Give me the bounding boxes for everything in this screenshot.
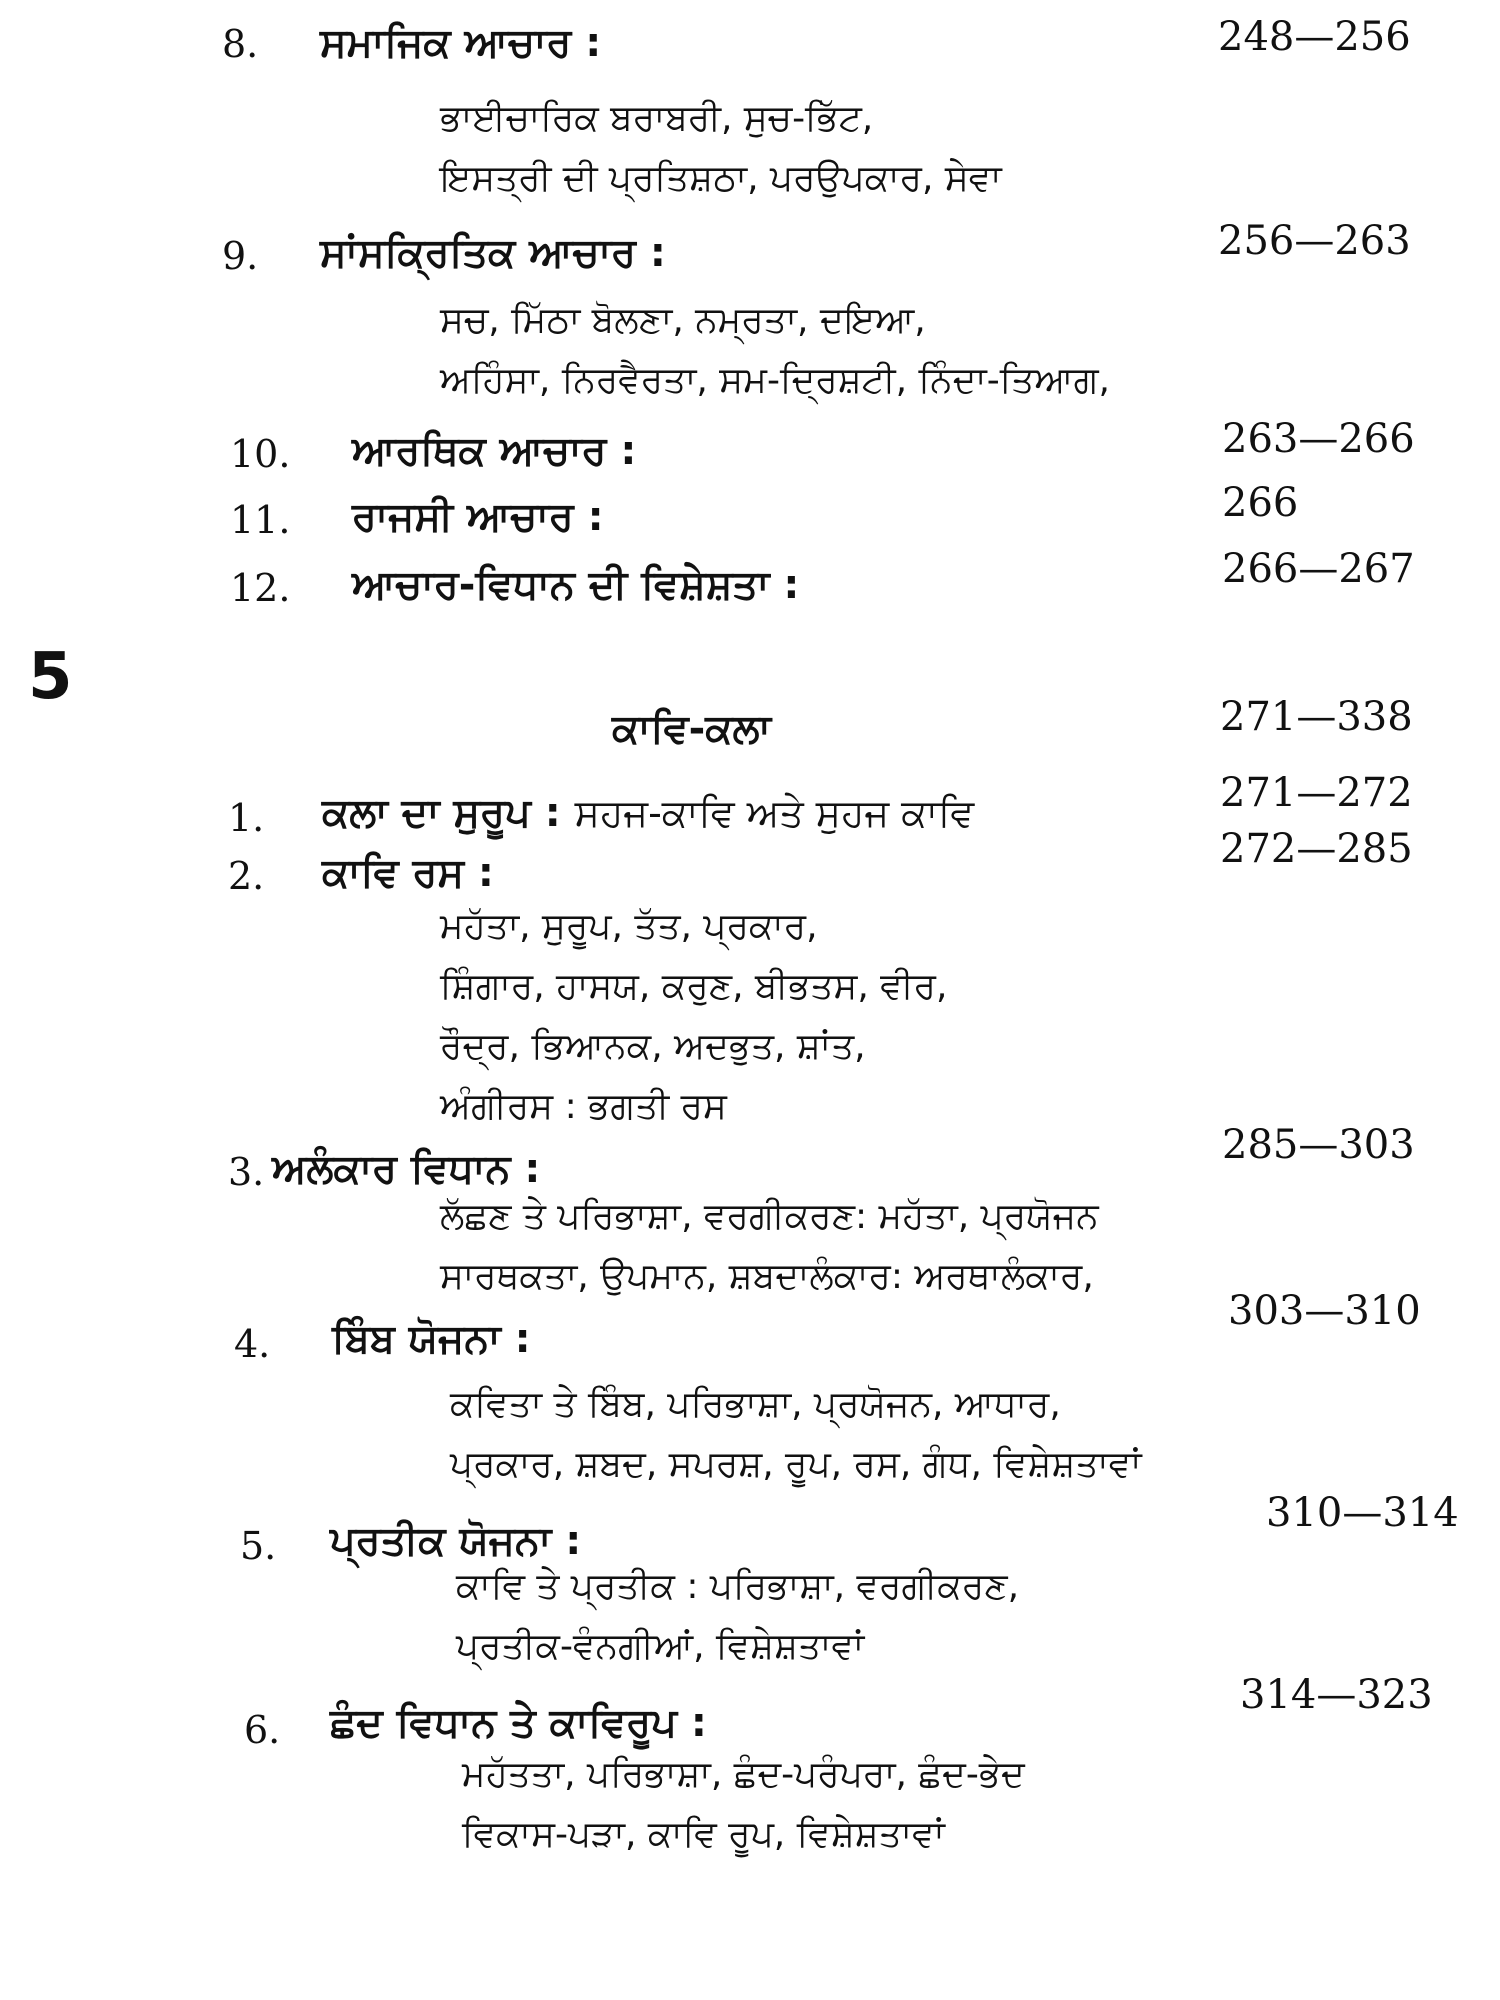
entry-subtopics: ਵਿਕਾਸ-ਪੜਾ, ਕਾਵਿ ਰੂਪ, ਵਿਸ਼ੇਸ਼ਤਾਵਾਂ: [462, 1814, 945, 1855]
entry-number: 6.: [244, 1708, 281, 1752]
entry-pages: 263—266: [1222, 416, 1415, 462]
entry-pages: 248—256: [1218, 14, 1411, 60]
entry-title: ਆਚਾਰ-ਵਿਧਾਨ ਦੀ ਵਿਸ਼ੇਸ਼ਤਾ :: [352, 562, 800, 608]
entry-pages: 303—310: [1228, 1288, 1421, 1334]
entry-pages: 285—303: [1222, 1122, 1415, 1168]
entry-pages: 266—267: [1222, 546, 1415, 592]
entry-title: ਸਾਂਸਕ੍ਰਿਤਿਕ ਆਚਾਰ :: [320, 230, 666, 276]
entry-number: 5.: [240, 1524, 277, 1568]
part-pages: 271—338: [1220, 694, 1413, 740]
entry-number: 2.: [228, 854, 265, 898]
entry-pages: 310—314: [1266, 1490, 1459, 1536]
entry-number: 9.: [222, 234, 259, 278]
entry-title-main: ਕਲਾ ਦਾ ਸੁਰੂਪ :: [322, 790, 561, 836]
entry-title: ਆਰਥਿਕ ਆਚਾਰ :: [352, 428, 637, 474]
entry-number: 4.: [234, 1322, 271, 1366]
entry-subtopics: ਅੰਗੀਰਸ : ਭਗਤੀ ਰਸ: [440, 1086, 727, 1127]
entry-pages: 266: [1222, 480, 1299, 526]
part-title: ਕਾਵਿ-ਕਲਾ: [612, 706, 772, 752]
entry-subtopics: ਕਾਵਿ ਤੇ ਪ੍ਰਤੀਕ : ਪਰਿਭਾਸ਼ਾ, ਵਰਗੀਕਰਣ,: [456, 1566, 1020, 1607]
entry-number: 11.: [230, 498, 291, 542]
entry-subtopics: ਲੱਛਣ ਤੇ ਪਰਿਭਾਸ਼ਾ, ਵਰਗੀਕਰਣ: ਮਹੱਤਾ, ਪ੍ਰਯੋਜਨ: [440, 1196, 1099, 1237]
entry-pages: 271—272: [1220, 770, 1413, 816]
entry-pages: 314—323: [1240, 1672, 1433, 1718]
entry-subtopics: ਮਹੱਤਤਾ, ਪਰਿਭਾਸ਼ਾ, ਛੰਦ-ਪਰੰਪਰਾ, ਛੰਦ-ਭੇਦ: [462, 1754, 1025, 1795]
entry-title: ਛੰਦ ਵਿਧਾਨ ਤੇ ਕਾਵਿਰੂਪ :: [330, 1700, 707, 1746]
entry-pages: 272—285: [1220, 826, 1413, 872]
entry-title: ਬਿੰਬ ਯੋਜਨਾ :: [332, 1316, 531, 1362]
entry-number: 3.: [228, 1150, 265, 1194]
entry-number: 12.: [230, 566, 291, 610]
entry-number: 8.: [222, 22, 259, 66]
entry-number: 1.: [228, 796, 265, 840]
entry-subtopics: ਪ੍ਰਕਾਰ, ਸ਼ਬਦ, ਸਪਰਸ਼, ਰੂਪ, ਰਸ, ਗੰਧ, ਵਿਸ਼ੇਸ਼ਤਾਵਾਂ: [450, 1444, 1142, 1485]
entry-subtopics: ਇਸਤ੍ਰੀ ਦੀ ਪ੍ਰਤਿਸ਼ਠਾ, ਪਰਉਪਕਾਰ, ਸੇਵਾ: [440, 158, 1002, 199]
entry-title: ਪ੍ਰਤੀਕ ਯੋਜਨਾ :: [330, 1518, 582, 1564]
entry-subtopics: ਮਹੱਤਾ, ਸੁਰੂਪ, ਤੱਤ, ਪ੍ਰਕਾਰ,: [440, 906, 818, 947]
entry-title: ਰਾਜਸੀ ਆਚਾਰ :: [352, 494, 604, 540]
entry-title: ਅਲੰਕਾਰ ਵਿਧਾਨ :: [272, 1146, 541, 1192]
entry-subtopics: ਪ੍ਰਤੀਕ-ਵੰਨਗੀਆਂ, ਵਿਸ਼ੇਸ਼ਤਾਵਾਂ: [456, 1626, 865, 1667]
entry-subtopics: ਸ਼ਿੰਗਾਰ, ਹਾਸਯ, ਕਰੁਣ, ਬੀਭਤਸ, ਵੀਰ,: [440, 966, 948, 1007]
entry-title: ਸਮਾਜਿਕ ਆਚਾਰ :: [320, 20, 602, 66]
entry-subtopics: ਭਾਈਚਾਰਿਕ ਬਰਾਬਰੀ, ਸੁਚ-ਭਿੱਟ,: [440, 98, 874, 139]
entry-subtopics: ਕਵਿਤਾ ਤੇ ਬਿੰਬ, ਪਰਿਭਾਸ਼ਾ, ਪ੍ਰਯੋਜਨ, ਆਧਾਰ,: [450, 1384, 1061, 1425]
entry-subtopics: ਸਾਰਥਕਤਾ, ਉਪਮਾਨ, ਸ਼ਬਦਾਲੰਕਾਰ: ਅਰਥਾਲੰਕਾਰ,: [440, 1256, 1094, 1297]
entry-number: 10.: [230, 432, 291, 476]
entry-title: [322, 790, 974, 836]
entry-subtopics: ਅਹਿੰਸਾ, ਨਿਰਵੈਰਤਾ, ਸਮ-ਦ੍ਰਿਸ਼ਟੀ, ਨਿੰਦਾ-ਤਿਆਗ,: [440, 360, 1110, 401]
entry-pages: 256—263: [1218, 218, 1411, 264]
entry-subtopics: ਰੌਦ੍ਰ, ਭਿਆਨਕ, ਅਦਭੁਤ, ਸ਼ਾਂਤ,: [440, 1026, 866, 1067]
entry-title-extra: ਸਹਜ-ਕਾਵਿ ਅਤੇ ਸੁਹਜ ਕਾਵਿ: [574, 791, 975, 835]
part-number: 5: [28, 640, 73, 714]
entry-title: ਕਾਵਿ ਰਸ :: [322, 850, 494, 896]
entry-subtopics: ਸਚ, ਮਿੱਠਾ ਬੋਲਣਾ, ਨਮ੍ਰਤਾ, ਦਇਆ,: [440, 300, 926, 341]
